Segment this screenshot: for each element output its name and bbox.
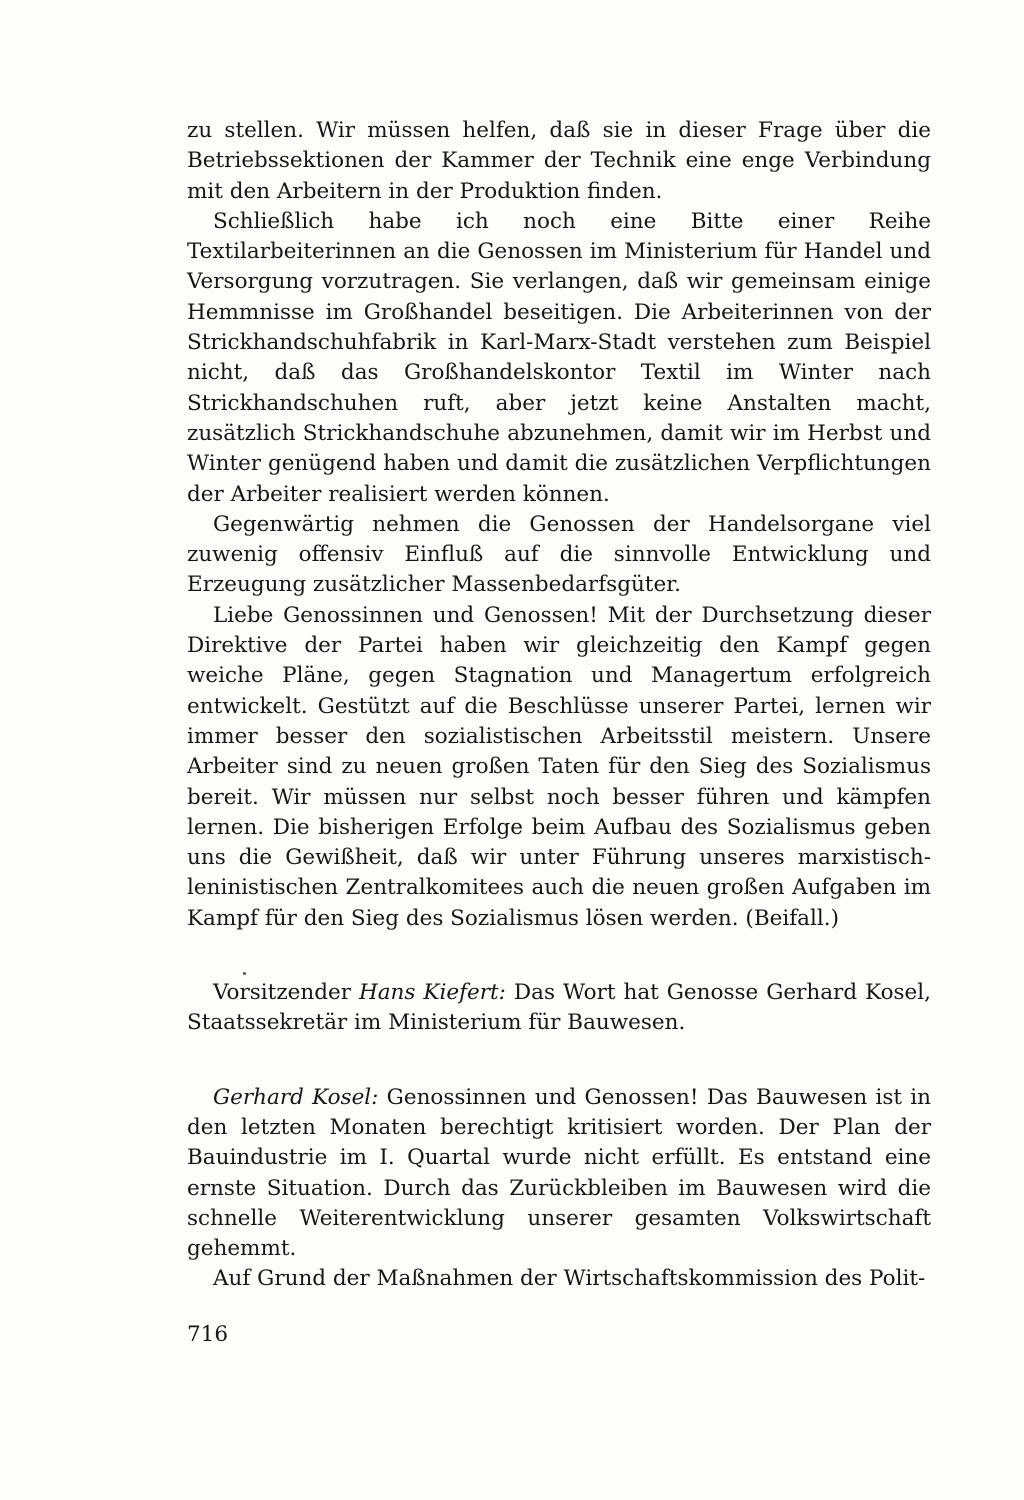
section-gap <box>187 934 931 978</box>
paragraph-trade-organs: Gegenwärtig nehmen die Genossen der Handelsorgane viel zuwenig offensiv Einfluß auf die sinnvolle Entwicklung und Erzeugung zusätzlicher Massenbedarfsgüter. <box>187 511 931 598</box>
paragraph-economic-commission: Auf Grund der Maßnahmen der Wirtschaftskommission des Polit- <box>213 1266 926 1292</box>
kosel-speaker-name: Gerhard Kosel: <box>213 1084 379 1110</box>
chair-remark <box>187 978 931 1039</box>
kosel-speech-opening <box>187 1083 931 1265</box>
chair-title: Vorsitzender <box>213 980 359 1006</box>
chair-remark-text: Das Wort hat Genosse Gerhard Kosel, Staatssekretär im Ministerium für Bauwesen. <box>187 980 931 1036</box>
section-gap <box>187 1039 931 1083</box>
paragraph-closing-remarks: Liebe Genossinnen und Genossen! Mit der Durchsetzung dieser Direktive der Partei haben wir gleichzeitig den Kampf gegen weiche Pläne, gegen Stagnation und Managertum erfolgreich entwickelt. Gestützt auf die Beschlüsse unserer Partei, lernen wir immer besser den sozialistischen Arbeitsstil meistern. Unsere Arbeiter sind zu neuen großen Taten für den Sieg des Sozialismus bereit. Wir müssen nur selbst noch besser führen und kämpfen lernen. Die bisherigen Erfolge beim Aufbau des Sozialismus geben uns die Gewißheit, daß wir unter Führung unseres marxistisch-leninistischen Zentralkomitees auch die neuen großen Aufgaben im Kampf für den Sieg des Sozialismus lösen werden. (Beifall.) <box>187 602 931 931</box>
chair-speaker-name: Hans Kiefert: <box>358 980 506 1006</box>
paragraph-continuation: zu stellen. Wir müssen helfen, daß sie in dieser Frage über die Betriebssektionen der Kammer der Technik eine enge Verbindung mit den Arbeitern in der Produktion finden. <box>187 118 931 204</box>
kosel-speech-text: Genossinnen und Genossen! Das Bauwesen ist in den letzten Monaten berechtigt kritisiert worden. Der Plan der Bauindustrie im I. Quartal wurde nicht erfüllt. Es entstand eine ernste Situation. Durch das Zurückbleiben im Bauwesen wird die schnelle Weiterentwicklung unserer gesamten Volkswirtschaft gehemmt. <box>187 1084 931 1262</box>
body-text <box>187 116 931 1295</box>
page-number: 716 <box>187 1322 229 1347</box>
paragraph-textile-workers: Schließlich habe ich noch eine Bitte einer Reihe Textilarbeiterinnen an die Genossen im Ministerium für Handel und Versorgung vorzutragen. Sie verlangen, daß wir gemeinsam einige Hemmnisse im Großhandel beseitigen. Die Arbeiterinnen von der Strickhandschuhfabrik in Karl-Marx-Stadt verstehen zum Beispiel nicht, daß das Großhandelskontor Textil im Winter nach Strickhandschuhen ruft, aber jetzt keine Anstalten macht, zusätzlich Strickhandschuhe abzunehmen, damit wir im Herbst und Winter genügend haben und damit die zusätzlichen Verpflichtungen der Arbeiter realisiert werden können. <box>187 208 931 507</box>
print-speck <box>243 972 246 975</box>
